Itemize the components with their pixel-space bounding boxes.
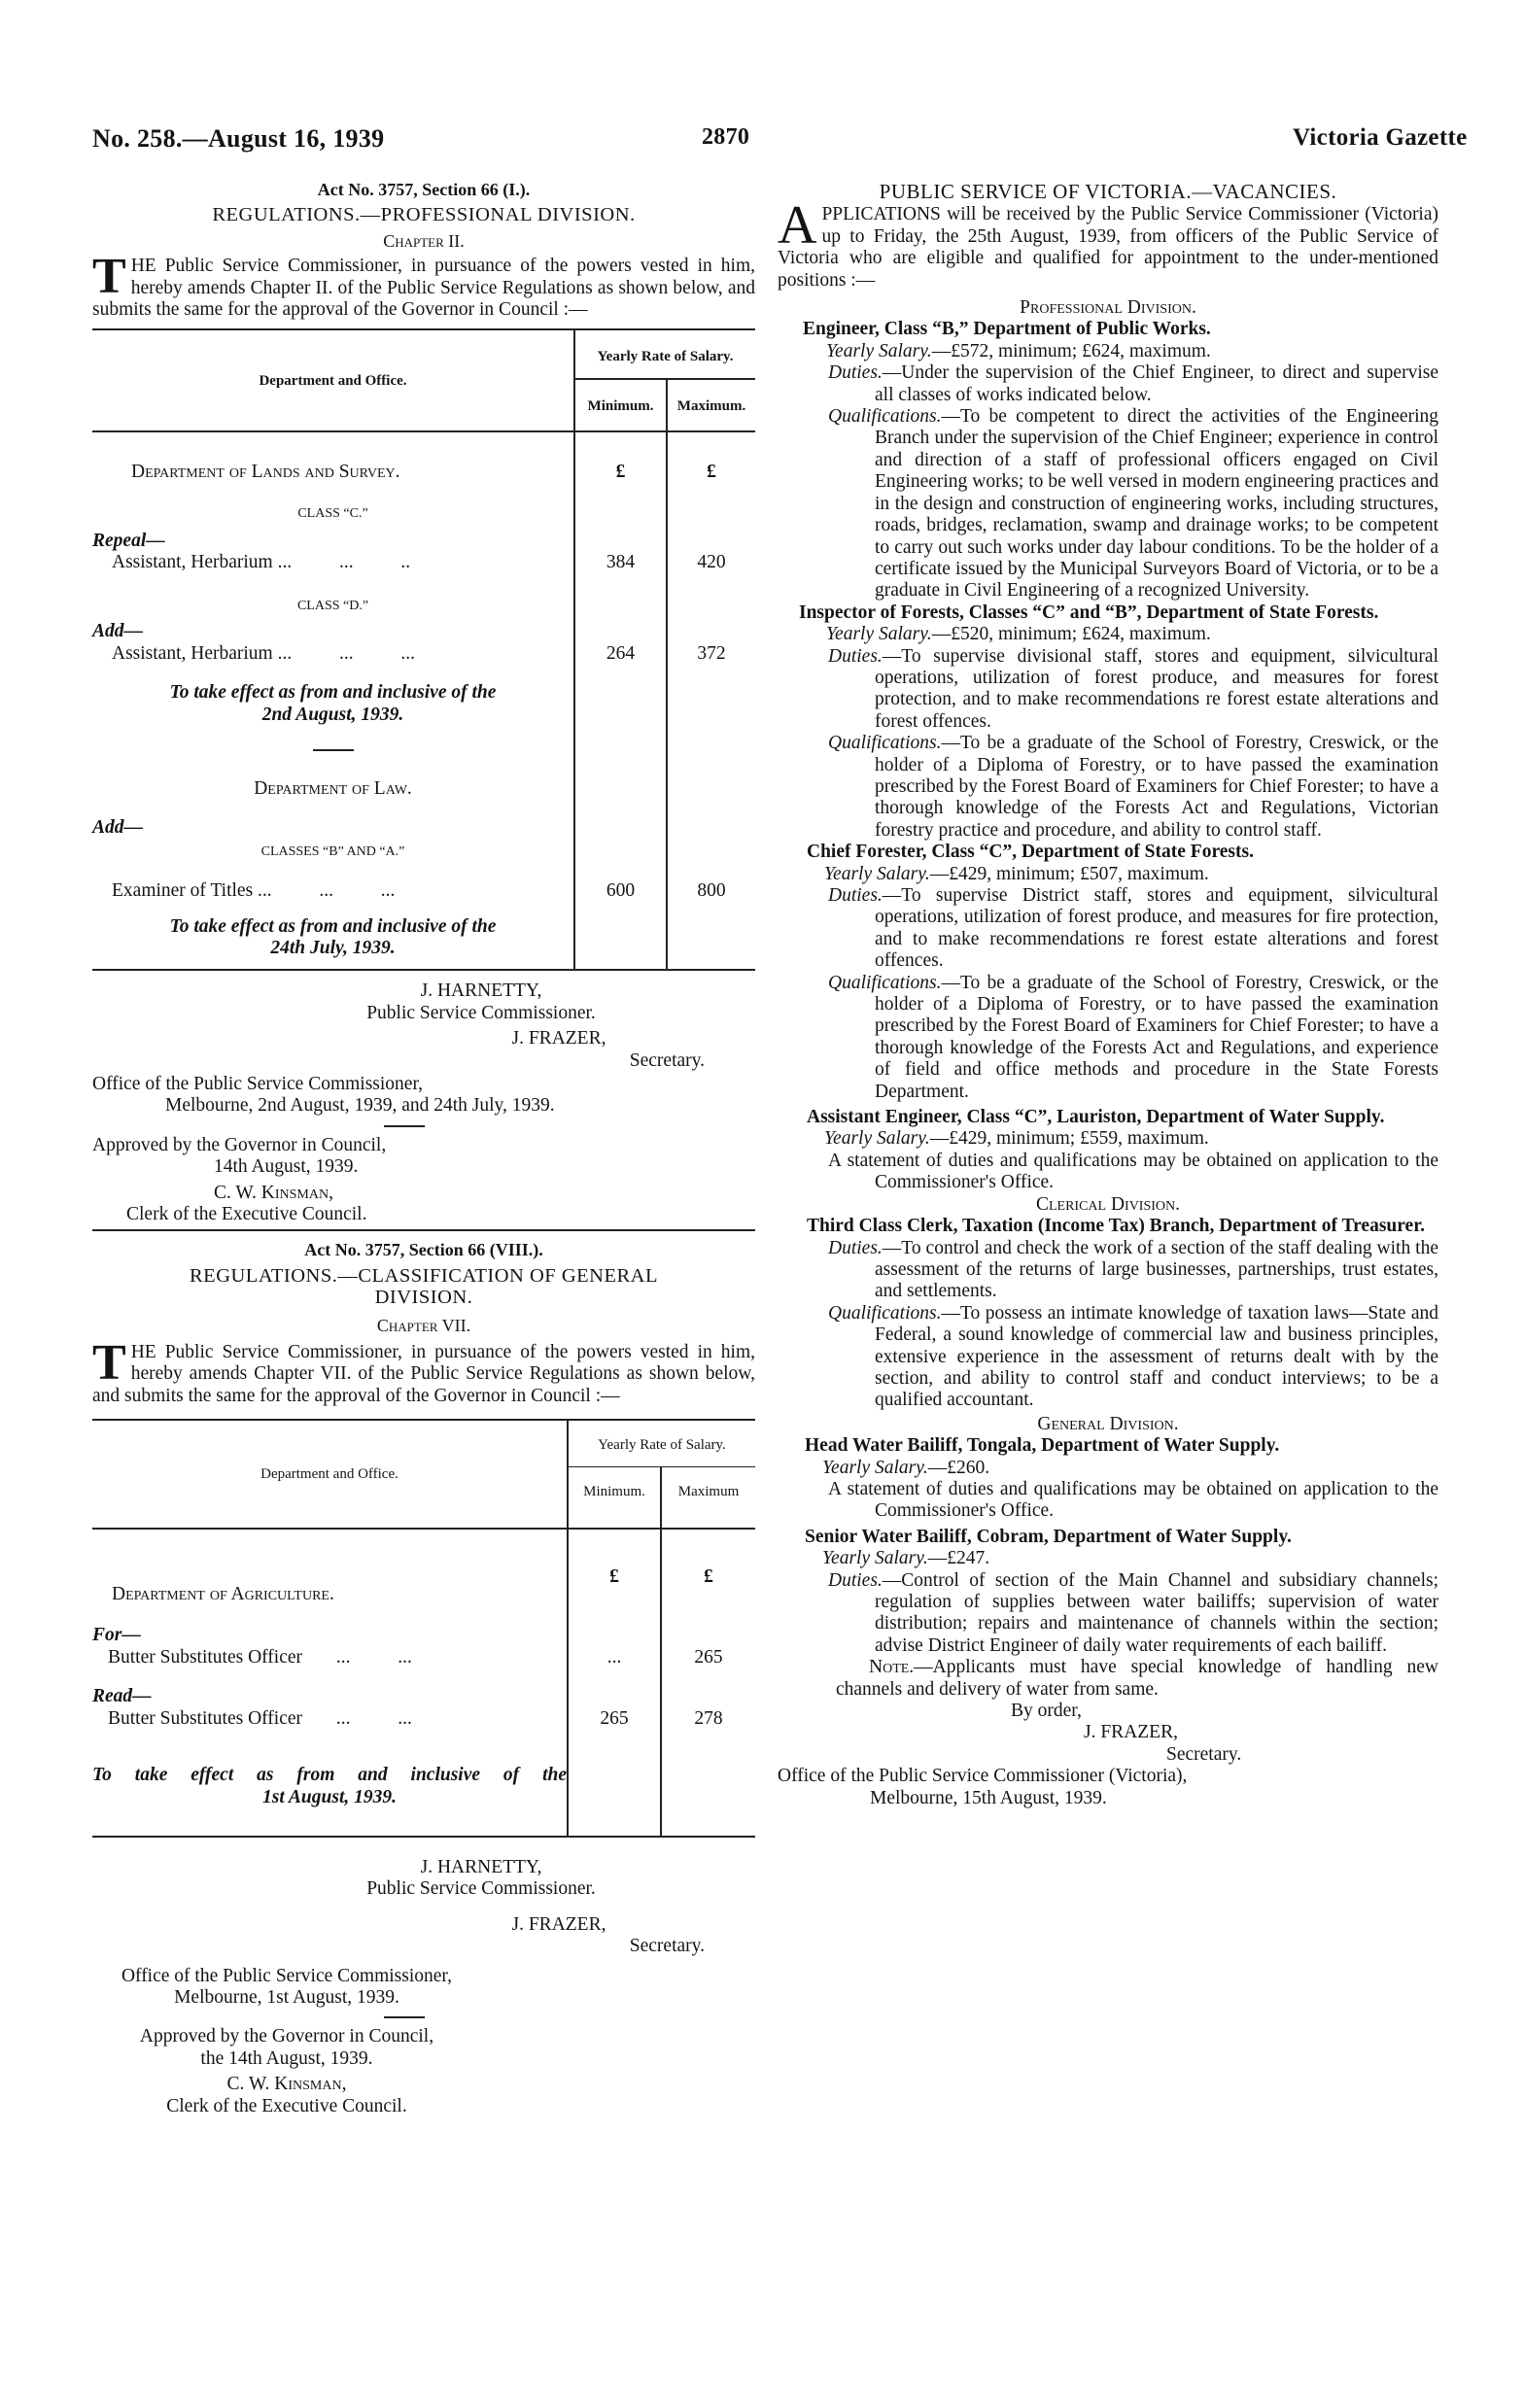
- right-column: [778, 181, 1438, 1809]
- qualifications-text: —To be competent to direct the activities of the Engineering Branch under the supervision of the Chief Engineer; experience in control and direction of a staff of professional officers engaged on Civil Engineering works; to be well versed in modern engineering practices and in the design and construction of engineering works, including structures, roads, bridges, reclamation, swamp and drainage works; to be competent to carry out such works under day labour conditions. To be the holder of a certificate issued by the Municipal Surveyors Board of Victoria, or to be a graduate in Civil Engineering of a recognized University.: [875, 406, 1438, 602]
- duties-label: Duties.: [828, 885, 883, 906]
- statement-paragraph: A statement of duties and qualifications may be obtained on application to the Commissioner's Office.: [828, 1478, 1438, 1522]
- signature-commissioner: [92, 1857, 607, 1901]
- salary-value: —£247.: [927, 1548, 990, 1569]
- qualifications-text: —To be a graduate of the School of Forestry, Creswick, or the holder of a Diploma of Forestry, or to have passed the examination prescribed by the Forest Board of Examiners for Chief Forester; to have a thorough knowledge of the Forests Act and Regulations, and experience of field and office methods and procedure in the State Forests Department.: [875, 972, 1438, 1102]
- vacancy-third-class-clerk: [778, 1216, 1438, 1412]
- qualifications-paragraph: [778, 733, 1438, 842]
- salary-max: 372: [667, 643, 755, 665]
- salary-line: [778, 341, 1438, 362]
- salary-max: 278: [661, 1708, 755, 1730]
- salary-line: [778, 864, 1438, 885]
- signature-secretary: [92, 1028, 705, 1072]
- separator-rule: [313, 749, 354, 751]
- position-title: Assistant Engineer, Class “C”, Lauriston, Department of Water Supply.: [807, 1107, 1385, 1128]
- table-row: [92, 1708, 755, 1730]
- office-date-line: Melbourne, 2nd August, 1939, and 24th July, 1939.: [165, 1095, 555, 1117]
- currency-min: £: [574, 431, 667, 483]
- class-heading: CLASSES “B” AND “A.”: [260, 843, 405, 859]
- effective-note-line: 1st August, 1939.: [262, 1786, 397, 1807]
- vacancies-intro: [778, 195, 1438, 292]
- office-line: Office of the Public Service Commissioner,: [92, 1073, 424, 1094]
- statement-paragraph: A statement of duties and qualifications may be obtained on application to the Commissioner's Office.: [828, 1150, 1438, 1193]
- salary-min: 384: [574, 552, 667, 573]
- vacancy-head-water-bailiff: [778, 1435, 1438, 1523]
- intro-text: HE Public Service Commissioner, in pursuance of the powers vested in him, hereby amends Chapter II. of the Public Service Regulations as shown below, and submits the same for the approval of the Governor in Council :—: [92, 256, 755, 321]
- repeal-label: Repeal—: [92, 531, 165, 552]
- signatory-name: J. FRAZER,: [511, 1913, 606, 1935]
- class-heading: CLASS “D.”: [296, 598, 369, 613]
- duties-paragraph: [778, 362, 1438, 406]
- effective-date-note: [92, 1730, 568, 1836]
- vacancies-title: PUBLIC SERVICE OF VICTORIA.—VACANCIES.: [879, 180, 1337, 203]
- section-title-line: REGULATIONS.—CLASSIFICATION OF GENERAL: [190, 1264, 658, 1287]
- clerk-title: Clerk of the Executive Council.: [126, 1204, 367, 1224]
- signatory-name: J. FRAZER,: [511, 1028, 606, 1049]
- publication-title: Victoria Gazette: [1293, 124, 1468, 151]
- qualifications-label: Qualifications.: [828, 1302, 942, 1324]
- position-title: Third Class Clerk, Taxation (Income Tax) Branch, Department of Treasurer.: [807, 1216, 1425, 1237]
- duties-text: —To supervise divisional staff, stores and equipment, silvicultural operations, utilization of forest produce, and measures for forest protection, and to make recommendations re forest estate alterations and forest offences.: [875, 645, 1438, 732]
- dot-leaders: ... ... ...: [258, 880, 396, 902]
- qualifications-label: Qualifications.: [828, 733, 942, 754]
- qualifications-label: Qualifications.: [828, 972, 942, 993]
- add-label: Add—: [92, 621, 144, 642]
- position-title: Senior Water Bailiff, Cobram, Department of Water Supply.: [805, 1526, 1292, 1547]
- duties-label: Duties.: [828, 645, 883, 667]
- salary-value: —£572, minimum; £624, maximum.: [931, 340, 1211, 361]
- office-line: Office of the Public Service Commissioner (Victoria),: [778, 1766, 1188, 1787]
- column-header-yearly-rate: Yearly Rate of Salary.: [574, 330, 755, 378]
- salary-table: [92, 330, 755, 969]
- chapter-heading: Chapter II.: [383, 230, 465, 251]
- note-label: Note.: [869, 1657, 915, 1678]
- office-address: [92, 1966, 481, 2010]
- salary-label: Yearly Salary.: [826, 340, 932, 361]
- vacancy-engineer: [778, 319, 1438, 602]
- approval-line: Approved by the Governor in Council,: [92, 1134, 387, 1155]
- department-heading: Department of Lands and Survey.: [131, 462, 400, 483]
- column-header-department: Department and Office.: [92, 1421, 568, 1529]
- qualifications-paragraph: [778, 973, 1438, 1103]
- clerk-name: C. W. Kinsman,: [214, 1182, 333, 1203]
- salary-min: 600: [574, 863, 667, 902]
- effective-date-note: [92, 903, 574, 970]
- duties-label: Duties.: [828, 1237, 883, 1258]
- salary-table: [92, 1421, 755, 1836]
- department-heading: Department of Law.: [254, 777, 412, 799]
- signatory-title: Secretary.: [629, 1049, 705, 1071]
- duties-paragraph: [778, 1570, 1438, 1658]
- effective-note-line: 2nd August, 1939.: [261, 704, 404, 725]
- salary-value: —£520, minimum; £624, maximum.: [931, 624, 1211, 645]
- dot-leaders: ... ...: [335, 1707, 412, 1729]
- office-date-line: Melbourne, 1st August, 1939.: [174, 1986, 399, 2008]
- qualifications-paragraph: [778, 406, 1438, 602]
- regulations-professional-division: [92, 179, 755, 1231]
- column-header-minimum: Minimum.: [568, 1466, 661, 1529]
- left-column: [92, 179, 755, 2117]
- class-heading: CLASS “C.”: [297, 505, 368, 521]
- office-name: Examiner of Titles: [112, 880, 254, 902]
- clerk-name: C. W. Kinsman,: [226, 2074, 347, 2095]
- position-title: Inspector of Forests, Classes “C” and “B”, Department of State Forests.: [799, 602, 1379, 623]
- salary-label: Yearly Salary.: [822, 1548, 928, 1569]
- signatory-title: Secretary.: [629, 1936, 705, 1957]
- duties-paragraph: [778, 885, 1438, 973]
- for-label: For—: [92, 1625, 141, 1646]
- section-divider-rule: [92, 1229, 755, 1231]
- duties-text: —To control and check the work of a section of the staff dealing with the assessment of the returns of large businesses, partnerships, trust estates, and settlements.: [875, 1237, 1438, 1302]
- column-header-maximum: Maximum: [661, 1466, 755, 1529]
- salary-line: [778, 624, 1438, 645]
- signatory-name: J. HARNETTY,: [420, 980, 542, 1002]
- salary-value: —£429, minimum; £559, maximum.: [929, 1128, 1209, 1150]
- salary-label: Yearly Salary.: [826, 624, 932, 645]
- dot-leaders: ... ... ...: [277, 642, 415, 664]
- table-bottom-rule: [92, 969, 755, 971]
- act-reference: Act No. 3757, Section 66 (VIII.).: [304, 1240, 543, 1260]
- office-address: [92, 1074, 755, 1118]
- position-title: Engineer, Class “B,” Department of Public Works.: [803, 319, 1211, 340]
- approval-block: [92, 1135, 755, 1226]
- duties-label: Duties.: [828, 1569, 883, 1591]
- division-heading: Clerical Division.: [1035, 1193, 1181, 1215]
- salary-line: [778, 1548, 1438, 1569]
- by-order: By order,: [1011, 1701, 1082, 1722]
- column-header-yearly-rate: Yearly Rate of Salary.: [568, 1421, 755, 1466]
- signature-commissioner: [92, 980, 607, 1024]
- signatory-title: Public Service Commissioner.: [366, 1002, 596, 1023]
- salary-label: Yearly Salary.: [824, 863, 930, 884]
- duties-text: —Under the supervision of the Chief Engineer, to direct and supervise all classes of works indicated below.: [875, 362, 1438, 405]
- salary-label: Yearly Salary.: [824, 1128, 930, 1150]
- column-header-minimum: Minimum.: [574, 379, 667, 431]
- division-heading: General Division.: [1037, 1413, 1179, 1434]
- salary-min: ...: [568, 1647, 661, 1668]
- currency-max: £: [661, 1529, 755, 1605]
- clerk-title: Clerk of the Executive Council.: [166, 2095, 407, 2116]
- drop-cap: A: [778, 195, 817, 257]
- note-paragraph: [778, 1657, 1438, 1701]
- vacancy-chief-forester: [778, 842, 1438, 1103]
- salary-max: 800: [667, 863, 755, 902]
- qualifications-paragraph: [778, 1303, 1438, 1412]
- separator-rule: [384, 1125, 425, 1127]
- issue-number-date: No. 258.—August 16, 1939: [92, 124, 385, 153]
- add-label: Add—: [92, 817, 144, 839]
- effective-note-line: To take effect as from and inclusive of the: [169, 915, 497, 937]
- salary-min: 265: [568, 1708, 661, 1730]
- duties-text: —Control of section of the Main Channel and subsidiary channels; regulation of supplies between water bailiffs; supervision of water distribution; repairs and maintenance of channels within the section; advise District Engineer of daily water requirements of each bailiff.: [875, 1569, 1438, 1656]
- currency-min: £: [568, 1529, 661, 1605]
- vacancy-inspector-of-forests: [778, 602, 1438, 842]
- table-row: [92, 1647, 755, 1668]
- drop-cap: T: [92, 1335, 126, 1392]
- office-date-line: Melbourne, 15th August, 1939.: [870, 1787, 1107, 1808]
- qualifications-text: —To possess an intimate knowledge of taxation laws—State and Federal, a sound knowledge of commercial law and business principles, extensive experience in the assessment of returns dealt with by the section, and ability to control staff and conduct interviews; to be a qualified accountant.: [875, 1302, 1438, 1411]
- office-line: Office of the Public Service Commissioner,: [121, 1965, 453, 1986]
- approval-date: 14th August, 1939.: [214, 1156, 359, 1178]
- approval-date: the 14th August, 1939.: [200, 2047, 373, 2069]
- dot-leaders: ... ... ..: [277, 552, 411, 573]
- vacancy-assistant-engineer: [778, 1107, 1438, 1194]
- approval-line: Approved by the Governor in Council,: [139, 2026, 434, 2047]
- separator-rule: [384, 2016, 425, 2018]
- page-number: 2870: [702, 124, 750, 150]
- regulations-classification-general-division: [92, 1239, 755, 2117]
- table-row: [92, 643, 755, 665]
- office-name: Butter Substitutes Officer: [108, 1707, 303, 1729]
- signatory-title: Secretary.: [1166, 1743, 1242, 1765]
- section-title-line: DIVISION.: [374, 1287, 473, 1309]
- salary-value: —£260.: [927, 1457, 990, 1478]
- salary-min: 264: [574, 643, 667, 665]
- effective-date-note: [92, 665, 574, 726]
- read-label: Read—: [92, 1686, 152, 1707]
- column-header-department: Department and Office.: [92, 330, 574, 431]
- drop-cap: T: [92, 249, 126, 305]
- table-bottom-rule: [92, 1836, 755, 1838]
- position-title: Chief Forester, Class “C”, Department of State Forests.: [807, 842, 1254, 863]
- salary-max: 265: [661, 1647, 755, 1668]
- intro-paragraph: [92, 249, 755, 321]
- salary-label: Yearly Salary.: [822, 1457, 928, 1478]
- intro-text: HE Public Service Commissioner, in pursuance of the powers vested in him, hereby amends Chapter VII. of the Public Service Regulations as shown below, and submits the same for the approval of the Governor in Council :—: [92, 1342, 755, 1406]
- effective-note-line: 24th July, 1939.: [270, 937, 396, 958]
- department-heading: Department of Agriculture.: [112, 1584, 334, 1605]
- qualifications-text: —To be a graduate of the School of Forestry, Creswick, or the holder of a Diploma of Forestry, or to have passed the examination prescribed by the Forest Board of Examiners for Chief Forester; to have a thorough knowledge of the Forests Act and Regulations, Victorian forestry practice and procedure, and ability to control staff.: [875, 733, 1438, 841]
- position-title: Head Water Bailiff, Tongala, Department of Water Supply.: [805, 1435, 1280, 1457]
- section-title: REGULATIONS.—PROFESSIONAL DIVISION.: [212, 204, 636, 226]
- effective-note-line: To take effect as from and inclusive of the: [169, 682, 497, 704]
- vacancy-senior-water-bailiff: [778, 1527, 1438, 1657]
- duties-text: —To supervise District staff, stores and equipment, silvicultural operations, utilization of forest produce, and measures for fire protection, and to make recommendations re forest estate alterations and forest offences.: [875, 885, 1438, 972]
- act-reference: Act No. 3757, Section 66 (I.).: [317, 180, 531, 199]
- salary-max: 420: [667, 552, 755, 573]
- office-name: Assistant, Herbarium: [112, 552, 273, 573]
- division-heading: Professional Division.: [1020, 297, 1196, 319]
- signatory-title: Public Service Commissioner.: [366, 1878, 596, 1900]
- currency-max: £: [667, 431, 755, 483]
- duties-paragraph: [778, 646, 1438, 734]
- signature-secretary: [92, 1913, 705, 1958]
- effective-note-line: To take effect as from and inclusive of the: [92, 1765, 567, 1786]
- salary-line: [778, 1128, 1438, 1150]
- signatory-name: J. HARNETTY,: [420, 1856, 542, 1877]
- office-name: Assistant, Herbarium: [112, 642, 273, 664]
- duties-paragraph: [778, 1238, 1438, 1303]
- intro-paragraph: [92, 1335, 755, 1407]
- salary-value: —£429, minimum; £507, maximum.: [929, 863, 1209, 884]
- signatory-name: J. FRAZER,: [1084, 1722, 1178, 1743]
- note-text: —Applicants must have special knowledge of handling new channels and delivery of water from same.: [836, 1657, 1438, 1700]
- office-name: Butter Substitutes Officer: [108, 1646, 303, 1668]
- intro-text: PPLICATIONS will be received by the Public Service Commissioner (Victoria) up to Friday, the 25th August, 1939, from officers of the Public Service of Victoria who are eligible and qualified for appointment to the under-mentioned positions :—: [778, 204, 1438, 291]
- qualifications-label: Qualifications.: [828, 406, 942, 428]
- column-header-maximum: Maximum.: [667, 379, 755, 431]
- approval-block: [92, 2026, 481, 2117]
- table-row: [92, 863, 755, 902]
- chapter-heading: Chapter VII.: [376, 1315, 471, 1335]
- salary-line: [778, 1458, 1438, 1479]
- table-row: [92, 552, 755, 573]
- dot-leaders: ... ...: [335, 1646, 412, 1668]
- duties-label: Duties.: [828, 362, 883, 384]
